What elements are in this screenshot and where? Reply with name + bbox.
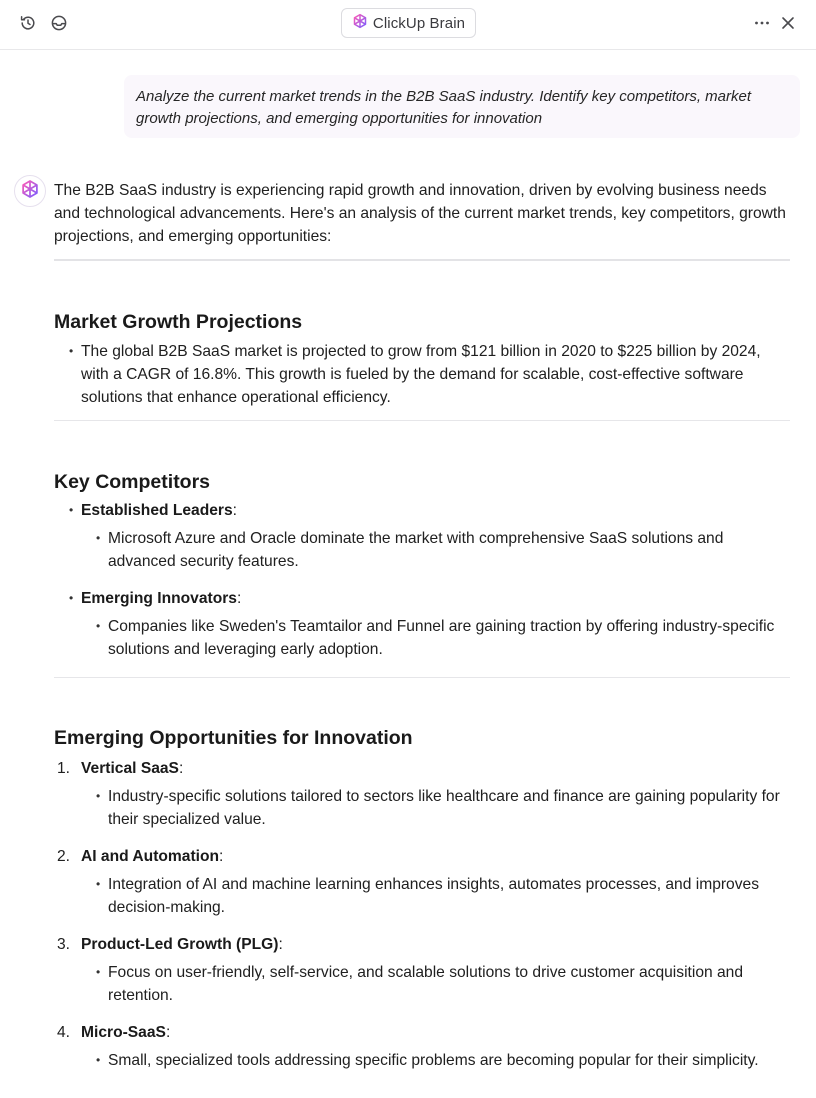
list-item-text: Microsoft Azure and Oracle dominate the market with comprehensive SaaS solutions and advanced security features. [108,530,724,570]
inbox-icon[interactable] [48,12,70,34]
brain-title: ClickUp Brain [372,14,466,32]
list-item: • Established Leaders: [54,499,790,522]
list-item-text: Integration of AI and machine learning enhances insights, automates processes, and improves decision-making. [108,876,759,916]
panel-header [0,0,816,50]
history-icon[interactable] [17,12,39,34]
item-number: 4. [57,1024,71,1041]
item-number: 3. [57,936,71,953]
brain-avatar-icon [20,179,40,204]
brain-logo-icon [352,13,368,34]
numbered-item: 3. Product-Led Growth (PLG): [54,933,790,956]
list-item-text: Focus on user-friendly, self-service, and scalable solutions to drive customer acquisition and retention. [108,964,744,1004]
list-item-text: Industry-specific solutions tailored to sectors like healthcare and finance are gaining popularity for their specialized value. [108,788,780,828]
divider [54,677,790,678]
numbered-item: 2. AI and Automation: [54,845,790,868]
section-opportunities [54,726,790,1072]
list-subitem [54,615,790,661]
numbered-item: 1. Vertical SaaS: [54,757,790,780]
list-item: • Emerging Innovators: [54,587,790,610]
divider [54,420,790,421]
list-subitem [54,527,790,573]
list-item-label: Emerging Innovators [81,590,237,607]
section-heading: Emerging Opportunities for Innovation [54,727,413,749]
item-number: 1. [57,760,71,777]
list-subitem [54,873,790,919]
list-subitem [54,961,790,1007]
list-subitem [54,785,790,831]
brain-avatar [14,175,46,207]
item-number: 2. [57,848,71,865]
list-item-label: Micro-SaaS [81,1024,166,1041]
brain-response [54,179,790,1072]
close-icon[interactable] [777,12,799,34]
user-prompt-bubble [124,75,800,138]
section-market-growth [54,310,790,421]
divider [54,259,790,261]
list-item-label: Product-Led Growth (PLG) [81,936,279,953]
list-item-text: Small, specialized tools addressing specific problems are becoming popular for their simplicity. [108,1052,759,1069]
list-item-label: AI and Automation [81,848,220,865]
brain-title-button[interactable] [341,8,476,38]
list-item-label: Established Leaders [81,502,233,519]
list-item-text: Companies like Sweden's Teamtailor and Funnel are gaining traction by offering industry-specific solutions and leveraging early adoption. [108,618,775,658]
list-item [54,340,790,409]
list-item-text: The global B2B SaaS market is projected to grow from $121 billion in 2020 to $225 billion by 2024, with a CAGR of 16.8%. This growth is fueled by the demand for scalable, cost-effective software solutions that enhance operational efficiency. [81,343,761,406]
list-item-label: Vertical SaaS [81,760,179,777]
list-subitem [54,1049,790,1072]
user-prompt-text: Analyze the current market trends in the B2B SaaS industry. Identify key competitors, market growth projections, and emerging opportunities for innovation [136,88,751,127]
section-key-competitors [54,470,790,678]
section-heading: Market Growth Projections [54,311,303,333]
response-intro: The B2B SaaS industry is experiencing rapid growth and innovation, driven by evolving business needs and technological advancements. Here's an analysis of the current market trends, key competitors, growth projections, and emerging opportunities: [54,182,786,245]
numbered-item: 4. Micro-SaaS: [54,1021,790,1044]
section-heading: Key Competitors [54,471,211,493]
more-icon[interactable] [751,12,773,34]
